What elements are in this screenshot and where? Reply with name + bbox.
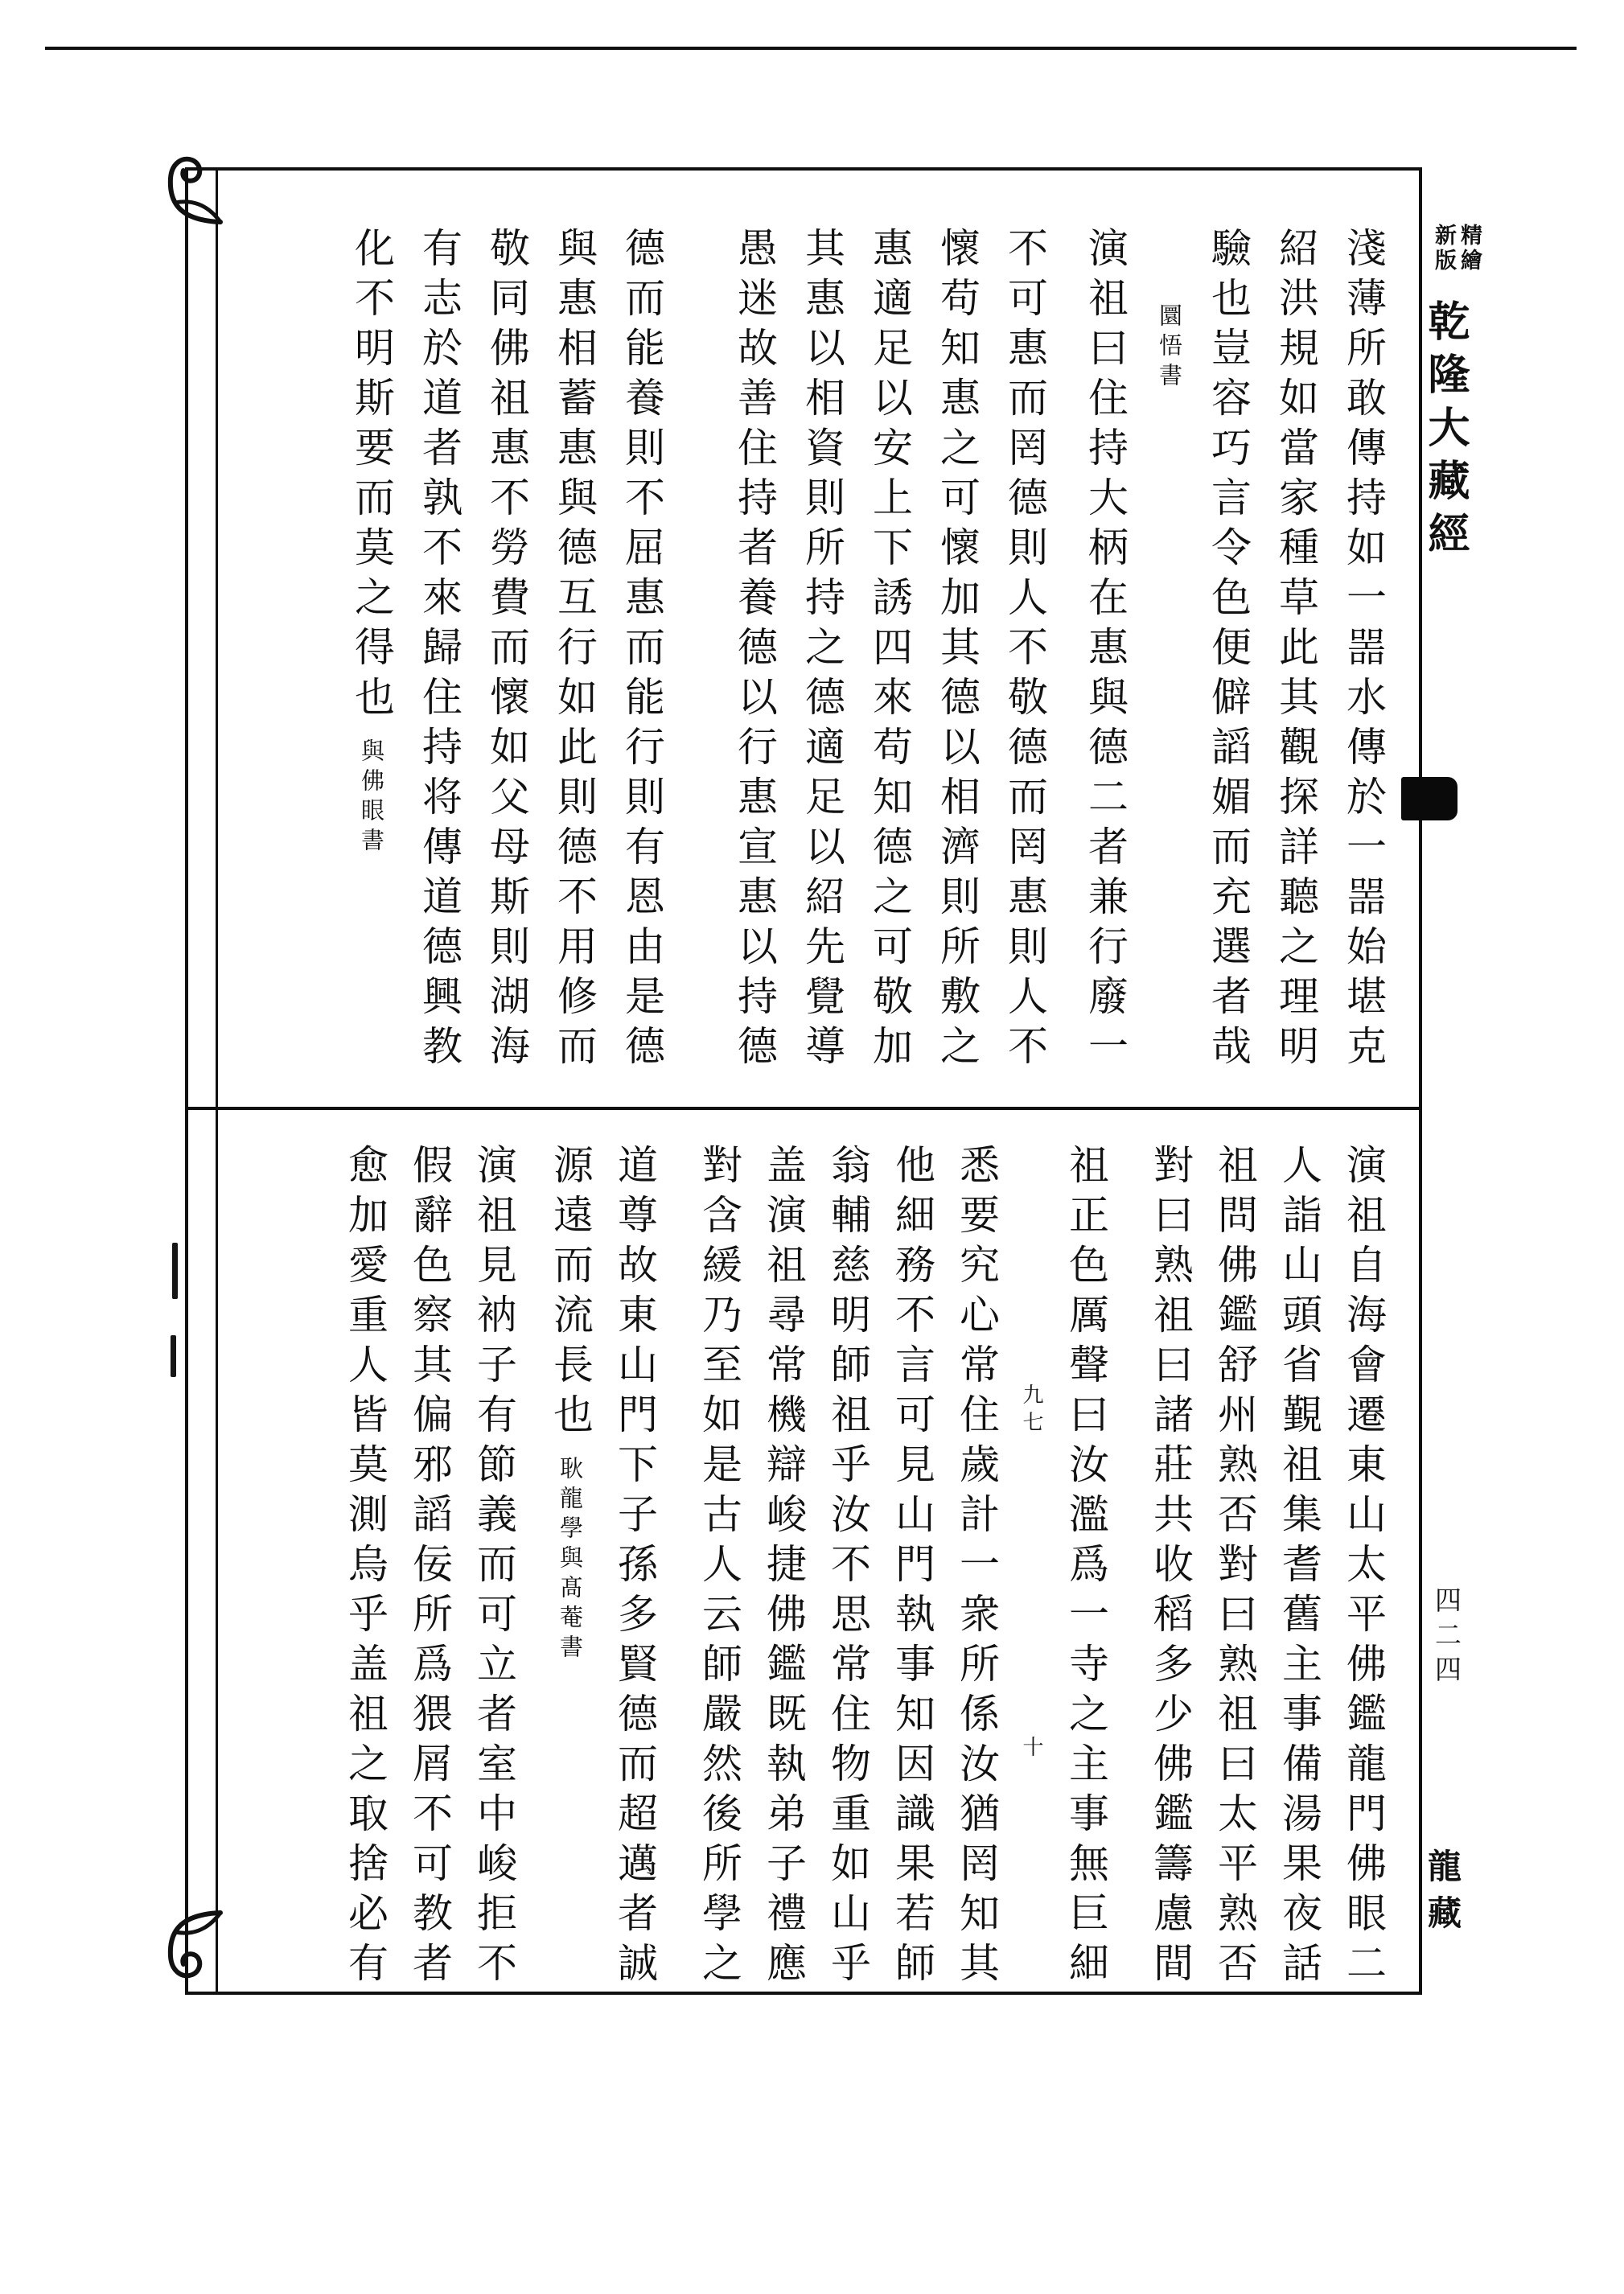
text-column-top-15: 化不明斯要而莫之得也與佛眼書 — [348, 227, 395, 857]
text-column-top-1: 淺薄所敢傳持如一噐水傳於一噐始堪克 — [1340, 227, 1387, 1075]
spine-title: 乾隆大藏經 — [1420, 299, 1470, 565]
spine-tab-mark — [1401, 777, 1457, 820]
upper-text-block — [188, 227, 1387, 1086]
folio-number-upper: 九七 — [1019, 1383, 1043, 1438]
text-column-bottom-4: 對曰熟祖曰諸莊共收稻多少佛鑑籌慮間 — [1147, 1144, 1194, 1992]
text-column-bottom-15: 愈加愛重人皆莫測烏乎盖祖之取捨必有 — [342, 1144, 389, 1992]
collection-label: 龍藏 — [1423, 1848, 1462, 1942]
text-column-bottom-11: 道尊故東山門下子孫多賢德而超邁者誠 — [611, 1144, 658, 1992]
lower-text-block — [188, 1144, 1387, 1992]
corner-ornament-top-left — [159, 148, 233, 227]
text-column-top-11: 德而能養則不屈惠而能行則有恩由是德 — [619, 227, 665, 1075]
spine-imprint-col1: 精繪 — [1457, 224, 1482, 273]
text-column-bottom-8: 翁輔慈明師祖乎汝不思常住物重如山乎 — [824, 1144, 871, 1992]
text-column-top-6: 不可惠而罔德則人不敬德而罔惠則人不 — [1001, 227, 1048, 1075]
text-column-bottom-13: 演祖見衲子有節義而可立者室中峻拒不 — [471, 1144, 517, 1992]
text-column-bottom-9: 盖演祖尋常機辯峻捷佛鑑既執弟子禮應 — [760, 1144, 807, 1992]
block-divider-rule — [185, 1107, 1422, 1110]
top-margin-rule — [45, 47, 1577, 50]
signature-note-foyan: 與佛眼書 — [358, 738, 385, 857]
text-column-top-7: 懷苟知惠之可懷加其德以相濟則所敷之 — [934, 227, 981, 1075]
text-column-top-14: 有志於道者孰不來歸住持将傳道德興教 — [416, 227, 463, 1075]
spine-imprint — [1429, 224, 1480, 273]
text-column-top-9: 其惠以相資則所持之德適足以紹先覺導 — [799, 227, 845, 1075]
spine-imprint-col2: 新版 — [1431, 224, 1456, 273]
ink-speck — [172, 1243, 178, 1299]
text-column-bottom-12: 源遠而流長也耿龍學與髙菴書 — [547, 1144, 594, 1664]
page-number: 四二四 — [1431, 1586, 1462, 1690]
text-column-bottom-5: 祖正色厲聲曰汝濫爲一寺之主事無巨細 — [1063, 1144, 1109, 1992]
text-column-top-13: 敬同佛祖惠不勞費而懷如父母斯則湖海 — [483, 227, 530, 1075]
text-column-bottom-1: 演祖自海會遷東山太平佛鑑龍門佛眼二 — [1340, 1144, 1387, 1992]
signature-column-yuanwu: 圜悟書 — [1156, 303, 1183, 393]
text-column-top-3: 驗也豈容巧言令色便僻謟媚而充選者哉 — [1205, 227, 1252, 1075]
ink-speck — [171, 1335, 176, 1377]
text-column-bottom-14: 假辭色察其偏邪謟佞所爲猥屑不可教者 — [406, 1144, 453, 1992]
text-column-bottom-3: 祖問佛鑑舒州熟否對曰熟祖曰太平熟否 — [1211, 1144, 1258, 1992]
folio-number-column — [1021, 1144, 1042, 1990]
text-column-top-10: 愚迷故善住持者養德以行惠宣惠以持德 — [731, 227, 778, 1075]
text-column-top-12: 與惠相蓄惠與德互行如此則德不用修而 — [551, 227, 598, 1075]
signature-note-genglongxue: 耿龍學與髙菴書 — [557, 1456, 584, 1664]
text-column-top-2: 紹洪規如當家種草此其觀探詳聽之理明 — [1272, 227, 1319, 1075]
text-column-bottom-2: 人詣山頭省覲祖集耆舊主事備湯果夜話 — [1276, 1144, 1322, 1992]
text-column-top-5: 演祖曰住持大柄在惠與德二者兼行廢一 — [1082, 227, 1129, 1075]
text-column-bottom-10: 對含緩乃至如是古人云師嚴然後所學之 — [696, 1144, 742, 1992]
text-column-bottom-6: 悉要究心常住歲計一衆所係汝猶罔知其 — [953, 1144, 1000, 1992]
folio-number-lower: 十 — [1019, 1736, 1043, 1763]
text-column-top-8: 惠適足以安上下誘四來苟知德之可敬加 — [866, 227, 913, 1075]
text-column-bottom-7: 他細務不言可見山門執事知因識果若師 — [889, 1144, 935, 1992]
